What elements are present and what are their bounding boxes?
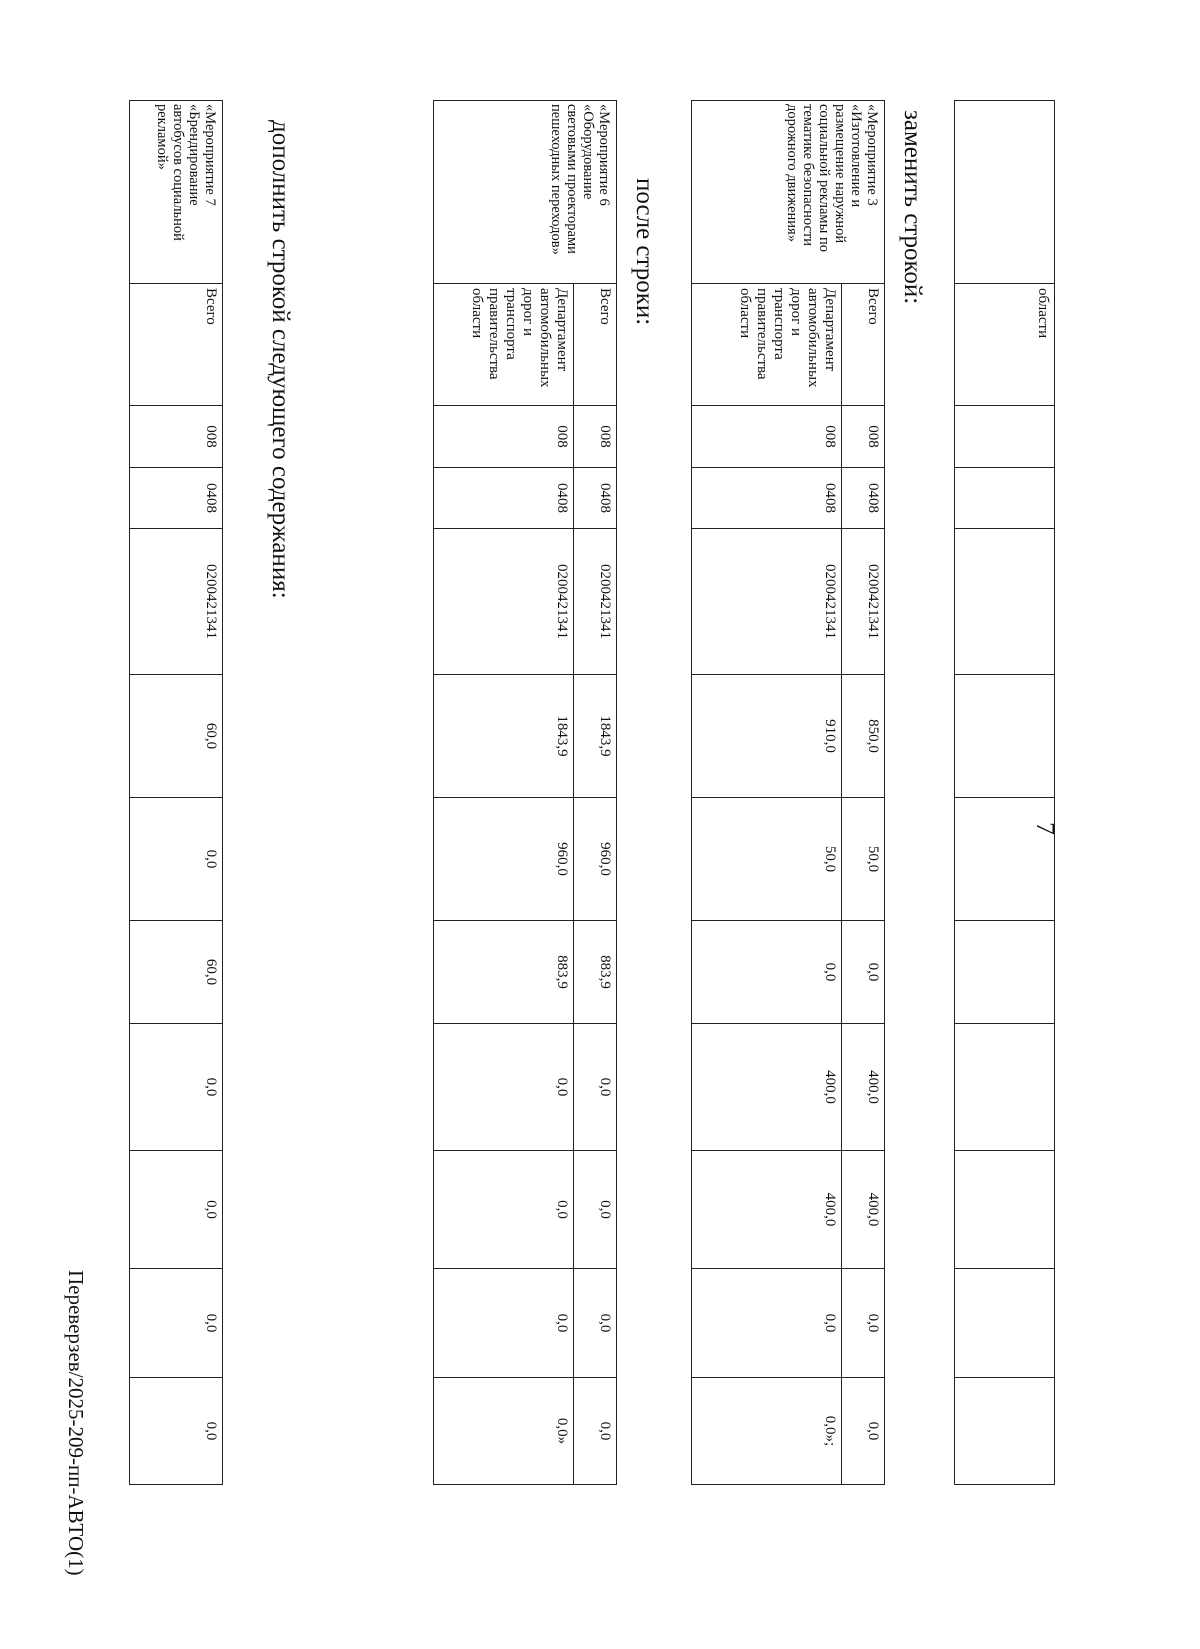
table-row [842,101,885,1485]
table-cell: 0,0 [842,1378,885,1485]
table-cell: 0,0» [434,1378,574,1485]
table-cell: 0,0 [434,1024,574,1151]
table-row [955,101,1055,1485]
table-cell: 883,9 [574,921,617,1024]
table-cell: 0,0»; [692,1378,842,1485]
table-appended-row [129,100,223,1485]
table-cell: 0200421341 [842,529,885,675]
table-cell [955,529,1055,675]
table-cell [955,406,1055,468]
table-cell: 50,0 [842,798,885,921]
table-row [574,101,617,1485]
table-cell: 0408 [842,468,885,529]
table-cell: 960,0 [574,798,617,921]
table-cell [955,921,1055,1024]
table-cell: 0,0 [434,1269,574,1378]
heading-after: после строки: [631,178,658,326]
table-cell: 0,0 [842,1269,885,1378]
table-cell: 0200421341 [130,529,223,675]
table-cell: 008 [434,406,574,468]
table-replacement [691,100,885,1485]
table-cell [955,1378,1055,1485]
table-cell: Всего [130,284,223,406]
table-cell: области [955,284,1055,406]
heading-append: дополнить строкой следующего содержания: [267,120,294,599]
table-cell: 1843,9 [434,675,574,798]
heading-replace: заменить строкой: [899,110,926,305]
table-cell: 0,0 [434,1151,574,1269]
table-cell: 0,0 [130,1378,223,1485]
table-row [130,101,223,1485]
page-number: 7 [1031,822,1060,835]
table-cell: 0,0 [574,1378,617,1485]
table-cell: Всего [842,284,885,406]
document-footer-code: Переверзев/2025-209-пп-АВТО(1) [64,1270,88,1576]
table-cell [955,798,1055,921]
table-cell: 0,0 [130,1269,223,1378]
table-cell: 0408 [692,468,842,529]
table-cell: 883,9 [434,921,574,1024]
table-cell: 008 [692,406,842,468]
table-cell: 0200421341 [434,529,574,675]
table-cell: 0,0 [130,1151,223,1269]
table-cell: 0408 [434,468,574,529]
table-cell: 0200421341 [692,529,842,675]
table-cell: 0,0 [692,921,842,1024]
table-cell: 0408 [574,468,617,529]
table-cell: 0,0 [130,1024,223,1151]
table-cell: 0,0 [130,798,223,921]
table-cell [955,101,1055,284]
table-cell: 0,0 [574,1269,617,1378]
table-cell: 400,0 [692,1024,842,1151]
table-fragment-top [954,100,1055,1485]
table-cell: 0,0 [574,1024,617,1151]
table-row [434,101,574,1485]
table-cell [955,1151,1055,1269]
table-cell: 850,0 [842,675,885,798]
table-cell: Департамент автомобильных дорог и транспорта правительства области [434,284,574,406]
table-cell: Всего [574,284,617,406]
event-name-cell: «Мероприятие 7 «Брендирование автобусов социальной рекламой» [130,101,223,284]
table-cell [955,1269,1055,1378]
table-cell: 0,0 [692,1269,842,1378]
table-cell: 008 [574,406,617,468]
table-cell: 008 [130,406,223,468]
table-cell: 0,0 [842,921,885,1024]
table-after-row [433,100,617,1485]
table-cell: 0,0 [574,1151,617,1269]
table-cell: 50,0 [692,798,842,921]
table-cell: 910,0 [692,675,842,798]
table-cell: Департамент автомобильных дорог и транспорта правительства области [692,284,842,406]
table-cell: 400,0 [842,1024,885,1151]
event-name-cell: «Мероприятие 6 «Оборудование световыми проекторами пешеходных переходов» [434,101,617,284]
table-cell: 1843,9 [574,675,617,798]
table-cell: 400,0 [842,1151,885,1269]
table-cell [955,675,1055,798]
table-cell: 0200421341 [574,529,617,675]
table-cell: 60,0 [130,675,223,798]
table-cell: 0408 [130,468,223,529]
table-cell: 960,0 [434,798,574,921]
table-cell [955,1024,1055,1151]
table-row [692,101,842,1485]
table-cell [955,468,1055,529]
table-cell: 60,0 [130,921,223,1024]
table-cell: 008 [842,406,885,468]
table-cell: 400,0 [692,1151,842,1269]
event-name-cell: «Мероприятие 3 «Изготовление и размещение наружной социальной рекламы по тематике безопасности дорожного движения» [692,101,885,284]
